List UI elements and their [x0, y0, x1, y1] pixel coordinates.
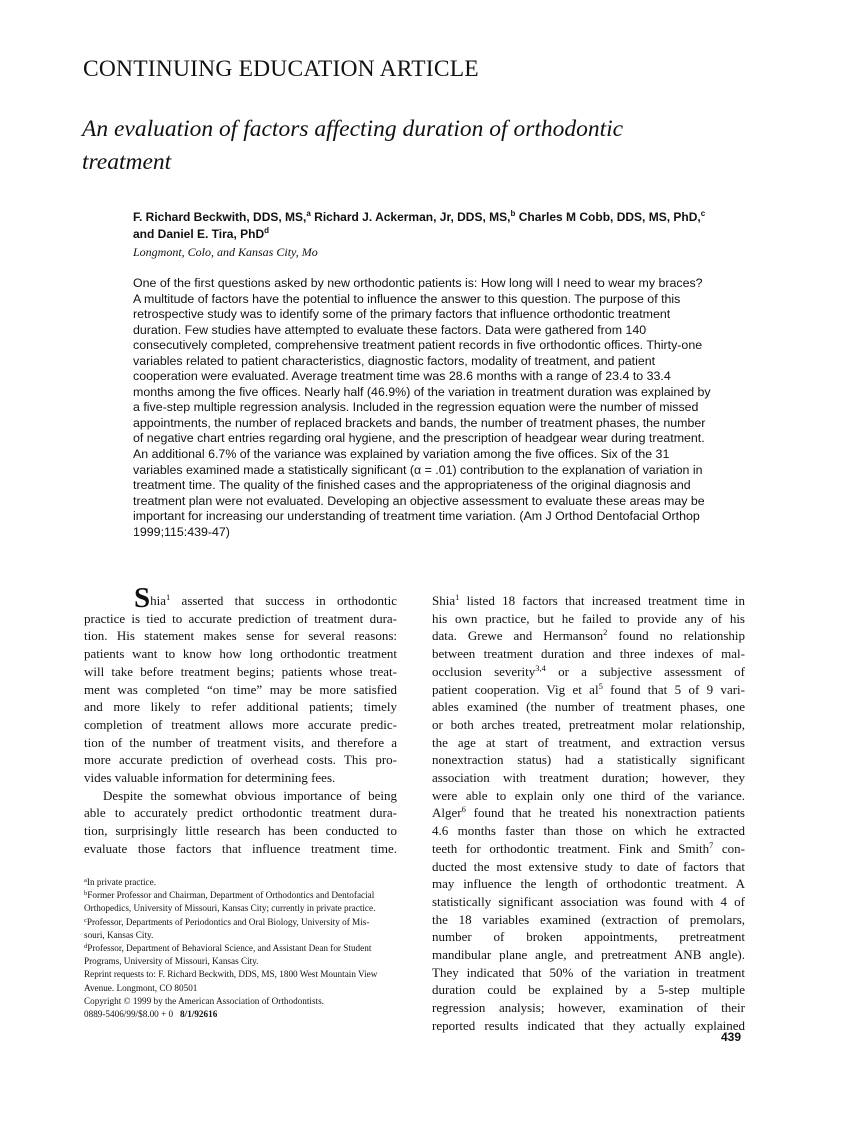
body-line: the 18 variables examined (extraction of premolars,: [432, 911, 745, 927]
body-line: number of broken appointments, pretreatment: [432, 929, 745, 945]
citation: 1: [166, 592, 171, 602]
abstract-line: variables related to patient characteristics, diagnostic factors, modality of treatment, and patient: [133, 353, 656, 368]
footnote-b-cont: Orthopedics, University of Missouri, Kansas City; currently in private practice.: [84, 903, 376, 914]
abstract-line: 1999;115:439-47): [133, 524, 230, 539]
body-line: ment was completed “on time” may be more satisfied: [84, 681, 397, 697]
abstract-line: important for increasing our understanding of treatment time variation. (Am J Orthod Dentofacial Orthop: [133, 509, 700, 524]
body-line: more accurate prediction of overhead costs. This pro-: [84, 752, 397, 768]
abstract-line: appointments, the number of replaced brackets and bands, the number of treatment phases, the number: [133, 415, 706, 430]
body-line: reported results indicated that they actually explained: [432, 1017, 745, 1033]
title-line: An evaluation of factors affecting duration of orthodontic: [82, 116, 624, 142]
body-line: duration could be explained by a 5-step multiple: [432, 982, 745, 998]
body-line: patients want to know how long orthodontic treatment: [84, 646, 397, 662]
article-title: [82, 113, 722, 179]
footnote-d-cont: Programs, University of Missouri, Kansas City.: [84, 956, 259, 967]
article-code: 8/1/92616: [180, 1009, 218, 1020]
author: Charles M Cobb, DDS, MS, PhD,: [515, 210, 701, 224]
body-line: ables examined (the number of treatment phases, one: [432, 699, 745, 715]
body-line: tion. His statement makes sense for several reasons:: [84, 628, 397, 644]
author-list: [133, 209, 773, 243]
citation: 1: [455, 592, 460, 602]
body-line: statistically significant association was found with 4 of: [432, 893, 745, 909]
abstract-line: One of the first questions asked by new orthodontic patients is: How long will I need to wear my braces?: [133, 276, 703, 290]
body-line: may influence the length of orthodontic treatment. A: [432, 876, 745, 892]
abstract-line: consecutively completed, comprehensive treatment patient records in five orthodontic offices. Thirty-one: [133, 338, 703, 353]
footnote-a: $^a$In private practice.: [84, 877, 157, 887]
copyright: Copyright © 1999 by the American Association of Orthodontists.: [84, 995, 324, 1006]
body-line: occlusion severity$^{3,4}$ or a subjective assessment of: [432, 662, 745, 679]
body-line: 4.6 months faster than those on which he extracted: [432, 823, 745, 839]
body-line: tion, surprisingly little research has been conducted to: [84, 823, 397, 839]
body-line: Shia$^1$ listed 18 factors that increased treatment time in: [432, 592, 745, 608]
body-line: or both arches treated, pretreatment molar relationship,: [432, 716, 745, 732]
abstract-line: cooperation were evaluated. Average treatment time was 28.6 months with a range of 23.4 to 33.4: [133, 369, 671, 384]
abstract-line: treatment time. The quality of the finished cases and the appropriateness of the original diagnosis and: [133, 478, 691, 493]
body-column-right: [432, 592, 745, 1035]
body-line: able to accurately predict orthodontic treatment dura-: [84, 805, 397, 821]
body-line: data. Grewe and Hermanson$^2$ found no relationship: [432, 627, 745, 644]
affiliation-marker: b: [510, 209, 516, 218]
page-number: 439: [721, 1030, 742, 1044]
citation: 6: [461, 804, 466, 815]
footnote-b: $^b$Former Professor and Chairman, Department of Orthodontics and Dentofacial: [84, 890, 375, 901]
body-line: tion of the number of treatment visits, and therefore a: [84, 734, 397, 750]
body-line: teeth for orthodontic treatment. Fink and Smith$^7$ con-: [432, 839, 745, 856]
body-line: ducted the most extensive study to date of factors that: [432, 858, 745, 874]
abstract-line: variables examined made a statistically significant (α = .01) contribution to the explanation of variation in: [133, 462, 703, 477]
abstract-line: duration. Few studies have attempted to evaluate these factors. Data were gathered from 140: [133, 322, 647, 337]
author-location: Longmont, Colo, and Kansas City, Mo: [133, 245, 318, 259]
abstract-line: A multitude of factors have the potential to influence the answer to this question. The purpose of this: [133, 291, 681, 306]
affiliation-marker: c: [700, 209, 706, 218]
reprint-requests-cont: Avenue. Longmont, CO 80501: [84, 982, 198, 993]
footnote-c-cont: souri, Kansas City.: [84, 929, 154, 940]
body-line: Despite the somewhat obvious importance of being: [103, 787, 397, 803]
body-line: nonextraction status) had a statistically significant: [432, 752, 745, 768]
abstract: [133, 276, 745, 540]
body-line: patient cooperation. Vig et $al^5$ found that 5 of 9 vari-: [432, 680, 745, 697]
body-column-left: [84, 582, 397, 858]
abstract-line: a five-step multiple regression analysis. Included in the regression equation were the number of missed: [133, 400, 699, 415]
abstract-line: retrospective study was to identify some of the primary factors that influence orthodontic treatment: [133, 307, 671, 322]
body-line: between treatment duration and three indexes of mal-: [432, 646, 745, 662]
body-line: the age at start of treatment, and extraction versus: [432, 734, 745, 750]
body-line: were able to explain only one third of the variance.: [432, 787, 745, 803]
author: F. Richard Beckwith, DDS, MS,: [133, 210, 307, 224]
body-line: his own practice, but he failed to provide any of his: [432, 610, 745, 626]
author: Richard J. Ackerman, Jr, DDS, MS,: [310, 210, 511, 224]
citation: 7: [709, 839, 714, 850]
affiliation-marker: a: [306, 209, 311, 218]
body-line: Shia$^1$ asserted that success in orthodontic: [134, 582, 397, 614]
body-line: Alger$^6$ found that he treated his nonextraction patients: [432, 804, 745, 821]
footnotes: [84, 876, 404, 1021]
body-line: evaluate those factors that influence treatment time.: [84, 840, 397, 856]
body-line: mandibular plane angle, and pretreatment ANB angle).: [432, 947, 745, 963]
citation: 5: [598, 680, 603, 691]
body-line: association with treatment duration; however, they: [432, 770, 745, 786]
abstract-line: An additional 6.7% of the variance was explained by variation among the five offices. Six of the 31: [133, 447, 670, 462]
issn-line: 0889-5406/99/$8.00 + 0 8/1/92616: [84, 1009, 218, 1020]
citation: 2: [603, 627, 608, 638]
body-line: regression analysis; however, examination of their: [432, 1000, 745, 1016]
body-line: will take before treatment begins; patients whose treat-: [84, 663, 397, 679]
section-label: CONTINUING EDUCATION ARTICLE: [83, 56, 479, 82]
affiliation-marker: d: [264, 226, 270, 235]
footnote-c: $^c$Professor, Departments of Periodontics and Oral Biology, University of Mis-: [84, 916, 370, 927]
body-line: and more likely to refer additional patients; timely: [84, 699, 397, 715]
title-line: treatment: [82, 149, 172, 175]
body-line: vides valuable information for determining fees.: [84, 770, 336, 786]
body-line: completion of treatment allows more accurate predic-: [84, 716, 397, 732]
citation: 3,4: [535, 662, 546, 673]
footnote-d: $^d$Professor, Department of Behavioral Science, and Assistant Dean for Student: [84, 943, 372, 954]
body-line: practice is tied to accurate prediction of treatment dura-: [84, 610, 397, 626]
abstract-line: treatment plan were not evaluated. Developing an objective assessment to evaluate these areas may be: [133, 493, 705, 508]
body-line: They indicated that 50% of the variation in treatment: [432, 964, 745, 980]
abstract-line: months among the five offices. Nearly half (46.9%) of the variation in treatment duration was explained by: [133, 384, 711, 399]
reprint-requests: Reprint requests to: F. Richard Beckwith, DDS, MS, 1800 West Mountain View: [84, 969, 378, 980]
drop-cap: S: [134, 582, 151, 614]
author: and Daniel E. Tira, PhD: [133, 227, 265, 241]
abstract-line: of negative chart entries regarding oral hygiene, and the prescription of headgear wear during treatment.: [133, 431, 705, 446]
